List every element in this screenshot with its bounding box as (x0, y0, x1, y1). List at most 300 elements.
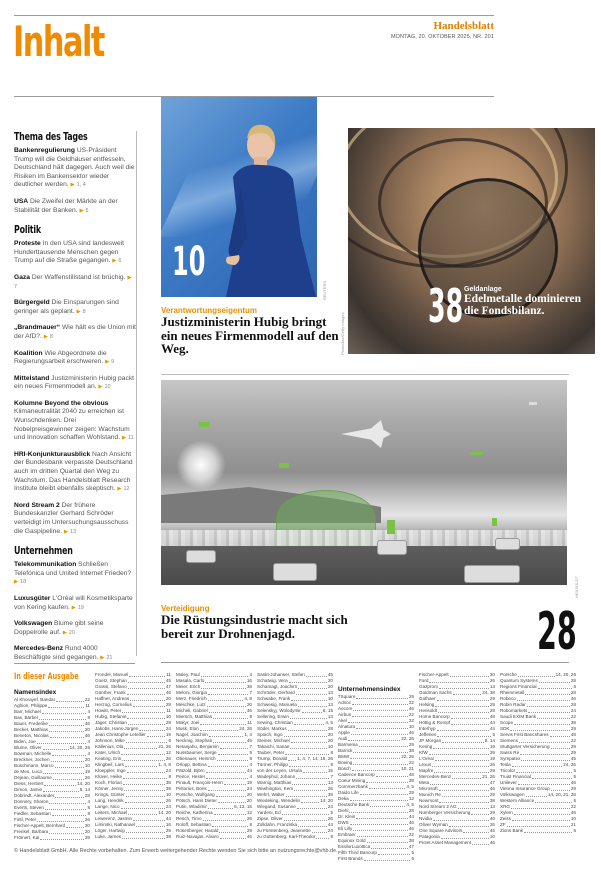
index-name: Biden, Joe (14, 739, 36, 744)
page-ref[interactable]: 11 (128, 435, 134, 442)
index-name: Zeiss (500, 816, 511, 821)
entry-topic: USA (14, 197, 29, 205)
page-ref[interactable]: 7 (14, 283, 18, 290)
leader-dots (442, 738, 484, 743)
index-pages: 21, 26 (158, 744, 171, 749)
page-ref[interactable]: 10 (104, 384, 111, 391)
date-line: MONTAG, 20. OKTOBER 2025, NR. 201 (390, 34, 494, 40)
hubig-photo[interactable] (161, 97, 317, 297)
leader-dots (122, 756, 165, 761)
index (14, 672, 584, 862)
index-name: Buschmann, Marco (14, 763, 54, 768)
defense-illustration[interactable] (161, 380, 567, 585)
index-row[interactable] (14, 835, 90, 841)
index-pages: 26 (84, 817, 90, 822)
index-name: Helsing (419, 702, 435, 707)
feature-hubig[interactable] (161, 306, 341, 356)
leader-dots (441, 834, 489, 839)
leader-dots (147, 732, 165, 737)
index-pages: 7 (330, 774, 333, 779)
entry-topic: Koalition (14, 349, 43, 357)
page-ref[interactable]: 8 (49, 333, 53, 340)
index-name: Tauber, Peter (257, 750, 285, 755)
index-name: Miersch, Matthias (176, 714, 212, 719)
leader-dots (289, 678, 327, 683)
leader-dots (66, 823, 84, 828)
leader-dots (50, 733, 84, 738)
index-row[interactable] (176, 834, 252, 840)
index-pages: 46 (408, 730, 414, 735)
index-name: Netanjahu, Benjamin (176, 744, 219, 749)
leader-dots (48, 703, 84, 708)
mine-photo[interactable] (348, 128, 595, 354)
leader-dots (284, 732, 327, 737)
contents-entry[interactable] (14, 324, 136, 341)
leader-dots (316, 834, 329, 839)
index-pages: 38 (165, 780, 171, 785)
index-pages: 22 (408, 832, 414, 837)
leader-dots (451, 714, 489, 719)
headline: Justizministerin Hubig bringt ein neues Firmenmodell auf den Weg. (161, 314, 339, 356)
leader-dots (353, 760, 408, 765)
index-name: Selenskyj, Wolodymir (257, 708, 301, 713)
leader-dots (45, 805, 87, 810)
index-name: Kater, Ulrich (95, 750, 121, 755)
index-name: Regions Financial (500, 684, 537, 689)
index-name: KfW (419, 750, 428, 755)
headline: Edelmetalle dominieren die Fondsbilanz. (464, 293, 582, 317)
top-rule (14, 15, 494, 16)
index-pages: 8 (168, 774, 171, 779)
index-row[interactable] (257, 834, 333, 840)
index-name: Mercedes-Benz (419, 774, 452, 779)
contents-entry[interactable] (14, 147, 136, 190)
leader-dots (525, 690, 570, 695)
index-name: Volkswagen (500, 792, 525, 797)
leader-dots (301, 798, 319, 803)
page-ref[interactable]: 5 (85, 207, 89, 214)
contents-entry[interactable] (14, 400, 136, 443)
index-pages: 39 (165, 786, 171, 791)
contents-entry[interactable] (14, 299, 136, 316)
index-row[interactable] (500, 828, 576, 834)
index-pages: 13 (489, 684, 495, 689)
index-pages: 26 (246, 816, 252, 821)
leader-dots (37, 817, 84, 822)
index-name: Aghion, Philippe (14, 703, 48, 708)
leader-dots (518, 780, 570, 785)
page-ref[interactable]: 21 (106, 654, 113, 661)
index-name: Barrick (338, 748, 353, 753)
page-pointer-icon: ▶ (79, 207, 84, 214)
entry-text: Rund 4000 Beschäftigte sind gegangen. (14, 645, 99, 661)
index-pages: 20 (246, 792, 252, 797)
index-name: Musk, Elon (176, 726, 199, 731)
page-ref[interactable]: 13 (69, 528, 77, 535)
leader-dots (429, 678, 488, 683)
index-name: Audi (338, 736, 348, 741)
leader-dots (359, 742, 408, 747)
leader-dots (376, 772, 408, 777)
leader-dots (128, 678, 165, 683)
index-name: Schröder, Gerhard (257, 690, 295, 695)
index-pages: 19 (165, 732, 171, 737)
leader-dots (349, 808, 407, 813)
index-name: Meloni, Giorgia (176, 690, 207, 695)
leader-dots (206, 774, 248, 779)
leader-dots (133, 816, 165, 821)
index-pages: 11 (247, 720, 252, 725)
index-pages: 1, 4 (244, 732, 252, 737)
leader-dots (49, 727, 84, 732)
index-pages: 6, 13, 15 (234, 804, 252, 809)
leader-dots (292, 780, 327, 785)
copyright-footer: © Handelsblatt GmbH. Alle Rechte vorbehalten. Zum Erwerb weitergehender Rechte wenden Sie sich bitte an nutzungsrechte@vhb.de. (14, 848, 338, 854)
index-pages: 26 (165, 798, 171, 803)
leader-dots (291, 696, 327, 701)
leader-dots (294, 786, 327, 791)
index-name: Breckner, Jochen (14, 757, 50, 762)
index-name: von der Leyen, Ursula (257, 768, 302, 773)
index-pages: 46 (408, 706, 414, 711)
index-name: Pictet Asset Management (419, 840, 472, 845)
leader-dots (451, 720, 489, 725)
drone-icon (471, 452, 483, 455)
index-name: XRG (500, 804, 510, 809)
index-name: Barr, Michael (14, 709, 41, 714)
entry-topic: Bankenregulierung (14, 147, 75, 154)
index-pages: 4 (249, 672, 252, 677)
index-name: Newmont (419, 798, 439, 803)
index-pages: 16 (165, 822, 171, 827)
leader-dots (353, 748, 408, 753)
index-name: Grassi, Stefano (95, 684, 127, 689)
index-name: Herzog, Cornelius (95, 702, 132, 707)
index-name: Diehl (338, 808, 349, 813)
index-pages: 4 (87, 709, 90, 714)
leader-dots (51, 757, 84, 762)
index-name: zu Fürstenberg, Jeannette (257, 828, 311, 833)
leader-dots (56, 697, 84, 702)
leader-dots (296, 774, 329, 779)
page-ref[interactable]: 19 (77, 604, 84, 611)
index-name: Lang, Hendrik (95, 798, 124, 803)
index-pages: 21 (570, 822, 576, 827)
leader-dots (286, 792, 327, 797)
index-name: Haffner, Andreas (95, 696, 130, 701)
index-pages: 28 (489, 708, 495, 713)
index-name: Microsoft (419, 786, 438, 791)
index-pages: 4 (249, 774, 252, 779)
leader-dots (126, 792, 165, 797)
index-pages: 29 (489, 768, 495, 773)
index-pages: 46 (489, 786, 495, 791)
contents-entry[interactable] (14, 620, 136, 637)
index-name: Becker, Matthias (14, 727, 48, 732)
index-name: Zipse, Oliver (257, 816, 283, 821)
leader-dots (284, 816, 327, 821)
index-pages: 29 (570, 750, 576, 755)
index-pages: 47 (408, 844, 414, 849)
leader-dots (312, 828, 327, 833)
index-pages: 5 (330, 810, 333, 815)
contents-entry[interactable] (14, 274, 136, 291)
page-ref[interactable]: 9 (111, 359, 115, 366)
page-pointer-icon: ▶ (127, 274, 132, 281)
index-pages: 13 (327, 702, 333, 707)
leader-dots (124, 744, 157, 749)
leader-dots (53, 775, 84, 780)
leader-dots (297, 804, 327, 809)
index-pages: 26 (327, 816, 333, 821)
page-ref[interactable]: 18 (20, 579, 27, 586)
index-pages: 24, 26 (239, 726, 252, 731)
page-ref[interactable]: 20 (68, 629, 75, 636)
page-ref[interactable]: 8 (82, 308, 86, 315)
leader-dots (433, 744, 489, 749)
section-title: Unternehmen (14, 544, 73, 558)
index-pages: 45 (327, 672, 333, 677)
feature-defense[interactable] (161, 604, 361, 640)
index-pages: 28 (408, 808, 414, 813)
leader-dots (43, 769, 84, 774)
leader-dots (125, 798, 165, 803)
vehicle-icon (495, 538, 520, 550)
index-pages: 22 (408, 718, 414, 723)
index-name: DWS (338, 820, 349, 825)
index-pages: 48 (408, 772, 414, 777)
leader-dots (449, 822, 489, 827)
vehicle-icon (464, 565, 520, 583)
leader-dots (366, 778, 408, 783)
leader-dots (353, 706, 408, 711)
index-pages: 4 (87, 739, 90, 744)
contents-entry[interactable] (14, 502, 136, 536)
index-name: 7Square (338, 694, 356, 699)
leader-dots (290, 714, 327, 719)
index-name: Goldman Sachs (419, 690, 452, 695)
index-name: Sympatex (500, 756, 521, 761)
index-pages: 19 (246, 780, 252, 785)
index-pages: 8 (249, 822, 252, 827)
brand-logo: Handelsblatt (433, 20, 494, 32)
index-name: Tesla (500, 762, 511, 767)
index-pages: 10, 21 (401, 766, 414, 771)
index-name: One Square Advisors (419, 828, 463, 833)
index-name: Everts, Steven (14, 805, 44, 810)
index-pages: 29 (408, 694, 414, 699)
index-name: Pötsch, Hans Dieter (176, 798, 217, 803)
leader-dots (122, 834, 165, 839)
index-name: Sankt-Johanser, Stefan (257, 672, 305, 677)
leader-dots (514, 810, 570, 815)
index-name: Fiedler, Sebastian (14, 811, 51, 816)
leader-dots (438, 708, 489, 713)
entry-topic: „Brandmauer“ (14, 324, 61, 332)
index-name: Apple (338, 730, 350, 735)
index-name: zu Guttenberg, Karl-Theodor (257, 834, 316, 839)
leader-dots (126, 828, 165, 833)
leader-dots (37, 739, 87, 744)
index-name: Vienna Insurance Group (500, 786, 550, 791)
index-name: Keating, Erin (95, 756, 122, 761)
index-pages: 19 (489, 744, 495, 749)
leader-dots (527, 702, 570, 707)
page-ref[interactable]: 1, 4 (76, 182, 86, 189)
index-pages: 26 (165, 756, 171, 761)
index-pages: 1, 4, 7, 14, 15, 26 (297, 756, 333, 761)
index-pages: 24 (165, 804, 171, 809)
entry-topic: Kolumne Beyond the obvious (14, 399, 109, 407)
entry-text: Der frühere Bundeskanzler Gerhard Schröder verteidigt im Untersuchungsausschuss die Gaspipeline. (14, 501, 129, 535)
contents-entry[interactable] (14, 561, 136, 587)
index-pages: 22, 26 (401, 754, 414, 759)
leader-dots (285, 750, 329, 755)
contents-entry[interactable] (14, 645, 136, 662)
index-pages: 20 (246, 702, 252, 707)
index-pages: 47 (165, 684, 171, 689)
index-pages: 5 (249, 750, 252, 755)
index-pages: 4, 8 (244, 696, 252, 701)
index-pages: 20 (165, 696, 171, 701)
leader-dots (551, 744, 570, 749)
radar-icon (387, 520, 395, 534)
contents-entry[interactable] (14, 595, 136, 612)
page-ref[interactable]: 12 (123, 486, 130, 493)
index-pages: 30 (489, 672, 495, 677)
leader-dots (282, 810, 330, 815)
index-name: Patagonia (419, 834, 440, 839)
index-pages: 44 (408, 814, 414, 819)
index-row[interactable] (95, 834, 171, 840)
leader-dots (203, 816, 246, 821)
page-ref[interactable]: 6 (118, 258, 122, 265)
index-name: Commerzbank (338, 784, 368, 789)
leader-dots (439, 684, 489, 689)
index-pages: 46 (489, 816, 495, 821)
drone-icon (199, 422, 209, 427)
index-pages: 24 (570, 708, 576, 713)
leader-dots (303, 768, 327, 773)
index-pages: 38 (408, 778, 414, 783)
contents-entry[interactable] (14, 375, 136, 392)
index-pages: 46 (489, 840, 495, 845)
index-name: Wiegand, Susanne (257, 804, 296, 809)
entry-topic: Telekommunikation (14, 561, 77, 569)
index-column (176, 672, 257, 862)
index-name: Dimon, Jamie (14, 787, 43, 792)
index-pages: 5 (573, 828, 576, 833)
index-name: Scope (500, 720, 514, 725)
index-name: First Brands (338, 856, 363, 861)
drone-icon (279, 463, 289, 468)
index-name: Nürnberger Versicherung (419, 810, 471, 815)
index-name: Rosenberger, Harald (176, 828, 219, 833)
index-pages: 46 (84, 733, 90, 738)
index-pages: 11 (166, 672, 171, 677)
contents-entry[interactable] (14, 240, 136, 266)
entry-topic: Proteste (14, 240, 41, 248)
index-name: Schatwig, Vera (257, 678, 288, 683)
index-name: Munich Re (419, 792, 441, 797)
index-name: Merz, Friedrich (176, 696, 207, 701)
radar-icon (492, 518, 497, 526)
page-pointer-icon: ▶ (71, 604, 76, 611)
index-pages: 20 (327, 678, 333, 683)
leader-dots (535, 798, 572, 803)
index-name: Yardeni, Ed (257, 810, 281, 815)
page-pointer-icon: ▶ (98, 384, 103, 391)
leader-dots (437, 732, 491, 737)
index-pages: 10 (408, 724, 414, 729)
index-name: Meschke, Lutz (176, 702, 206, 707)
index-pages: 8 (87, 715, 90, 720)
index-row[interactable] (419, 840, 495, 846)
index-pages: 8 (249, 714, 252, 719)
section-rule (161, 374, 569, 375)
index-name: Sewing, Christian (257, 720, 293, 725)
leader-dots (433, 816, 489, 821)
leader-dots (352, 700, 408, 705)
index-pages: 10 (327, 744, 333, 749)
leader-dots (44, 781, 76, 786)
index-pages: 1, 4, 8 (158, 762, 171, 767)
index-pages: 48 (489, 714, 495, 719)
index-name: Takaichi, Sanae (257, 744, 290, 749)
index-name: Ford (419, 678, 429, 683)
index-name: Swiss Re (500, 750, 520, 755)
index-name: Mokyr, Joel (176, 720, 200, 725)
leader-dots (125, 762, 157, 767)
leader-dots (442, 792, 489, 797)
index-pages: 26 (489, 822, 495, 827)
index-name: JP Morgan (419, 738, 442, 743)
index-name: Fischer-Appelt, Bernhard (14, 823, 66, 828)
index-pages: 30 (84, 823, 90, 828)
entry-text: Der Waffenstillstand ist brüchig. (31, 273, 126, 281)
index-pages: 28 (570, 678, 576, 683)
contents-entry[interactable] (14, 451, 136, 494)
index-name: Stuttgarter Versicherung (500, 744, 550, 749)
leader-dots (49, 829, 84, 834)
index-name: SDK (500, 726, 510, 731)
index-name: Jefferies (419, 732, 437, 737)
leader-dots (429, 750, 489, 755)
leader-dots (224, 780, 246, 785)
index-name: Wiedeking, Wendelin (257, 798, 301, 803)
index-name: Reiche, Katherina (176, 810, 213, 815)
contents-entry[interactable] (14, 198, 136, 215)
index-name: Nord Stream 2 AG (419, 804, 457, 809)
index-pages: 8 (330, 750, 333, 755)
index-name: Embraer (338, 832, 356, 837)
index-pages: 5 (411, 856, 414, 861)
index-pages: 46 (246, 834, 252, 839)
index-pages: 4 (87, 799, 90, 804)
contents-entry[interactable] (14, 350, 136, 367)
index-pages: 46 (570, 780, 576, 785)
index-pages: 29 (489, 810, 495, 815)
index-row[interactable] (338, 856, 414, 862)
index-pages: 28 (570, 702, 576, 707)
index-name: Meta (419, 780, 430, 785)
leader-dots (126, 738, 168, 743)
index-name: Lewerenz, Jasmin (95, 816, 133, 821)
kicker: Verantwortungseigentum (161, 306, 258, 315)
page-pointer-icon: ▶ (63, 528, 69, 535)
entry-text: Justizministerin Hubig packt ein neues Firmenmodell an. (14, 374, 135, 391)
photo-credit: HENSOLDT (574, 576, 579, 598)
